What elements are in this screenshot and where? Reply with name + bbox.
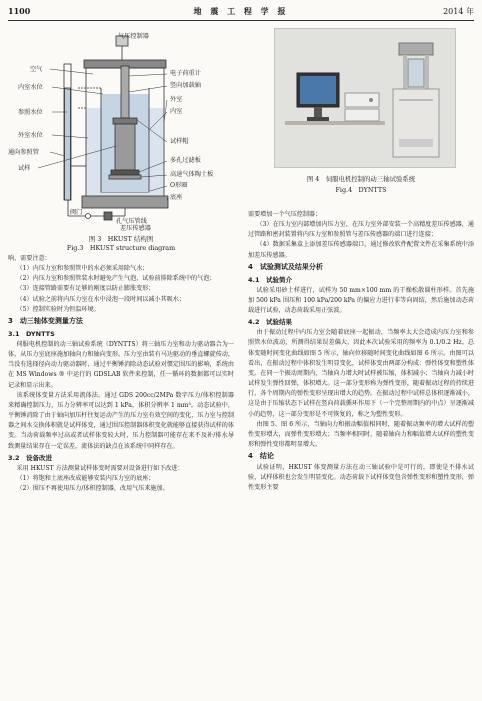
publication-year: 2014 年 [443, 7, 474, 16]
label-base: 底座 [170, 194, 183, 201]
paragraph: （3）在压力室内部增加内压力室，在压力室外部安装一个高精度差压传感器，通过管路和密封装置将内压力室和参照管与差压传感器的端口进行连接； [248, 221, 474, 239]
paragraph: （4）数据采集盒上添加差压传感器端口，通过修改软件配置文件在采集系统中添加差压传感器。 [248, 241, 474, 259]
figure-4 [248, 26, 474, 208]
label-vertical-loading-shaft: 竖向加载轴 [170, 82, 201, 89]
paragraph: （5）控制实验时为恒温环境。 [16, 305, 100, 313]
label-reference-water-level: 参照水位 [18, 109, 43, 116]
section-heading: 3 动三轴体变测量方法 [8, 316, 83, 325]
page-number: 1100 [8, 6, 31, 16]
paragraph: （2）围压不再使用压力/体积控制器，改用气压来施加。 [16, 484, 169, 492]
paragraph: 需要增加一个气压控制器； [248, 211, 322, 218]
paragraph: 伺服电机控制的动三轴试验系统（DYNTTS）将三轴压力室和动力驱动器合为一体，从压力室底座施加轴向力和轴向变形。压力室由装有马达驱动的垂直螺旋传动，当没有选择径向动力驱动器时，通过平衡锤消除动态试验对惯定围压的影响，系统由在 MS Windows ® 中运行的 GDSLAB 软件来控制，任一循环的数据都可以实时记录和显示出来。 [8, 340, 234, 389]
subsection-heading: 3.1 DYNTTS [8, 329, 55, 338]
header-rule [8, 20, 474, 21]
section-heading: 4 结论 [248, 452, 274, 461]
subsection-heading: 4.2 试验结果 [248, 318, 293, 327]
label-outer-water-level: 外室水位 [18, 132, 43, 139]
paragraph: （3）连接管路需要有足够的刚度以防止膨胀变形； [16, 285, 155, 293]
dyntts-photo [274, 28, 456, 168]
figure-4-caption-en: Fig.4 DYNTTS [335, 186, 387, 194]
paragraph: 响，需要注意： [8, 255, 51, 262]
subsection-heading: 4.1 试验简介 [248, 275, 293, 284]
label-pore-pressure-line: 孔气压管线 [116, 218, 147, 225]
paragraph: 由于振动过程中内压力室会随着底座一起振动，当频率太大会造成内压力室和参照管水位波动，所测得结果误差偏大，因此本次试验采用的频率为 0.1/0.2 Hz。总体变随时间变化曲线如图 5 所示，轴向位移随时间变化曲线如图 6 所示。由图可以看出，在振动过程中体积发生明显变化，试样体变由两部分构成：弹性体变和塑性体变。在同一个振动周期内，当轴向力增大时试样被压缩，体积减小；当轴向力减小时试样发生弹性回弹，体积增大。这一部分变形称为弹性变形，随着振动过程的持续进行，各个周期内的弹性变形呈现出增大的趋势。在振动过程中试样总体积逐渐减小，这是由于压缩状态下试样在竖向荷载循环作用下（一个完整周期内的中点）呈逐渐减小的趋势，这一部分变形是不可恢复的，称之为塑性变形。 [248, 329, 474, 418]
label-force-sensor: 电子荷重计 [170, 70, 201, 77]
section-heading: 4 试验测试及结果分析 [248, 262, 323, 271]
label-differential-pressure-sensor: 差压传感器 [120, 225, 151, 232]
figure-3 [8, 26, 234, 251]
figure-3-caption-en: Fig.3 HKUST structure diagram [66, 244, 176, 252]
label-porous-stone: 多孔过滤板 [170, 157, 201, 164]
running-header [8, 6, 474, 20]
paragraph: （2）内压力室和参照管装水时避免产生气泡，试验前排除系统中的气泡； [16, 275, 216, 283]
paragraph: （4）试验之前将内压力室在水中浸泡一段时间以减小其吸水； [16, 295, 185, 303]
label-inner-chamber: 内室 [170, 108, 183, 115]
label-air-controller: 气压控制器 [118, 33, 149, 40]
journal-title: 地 震 工 程 学 报 [193, 6, 289, 16]
paragraph: （1）将饱和土底座改成能够安装内压力室的底座； [16, 474, 155, 482]
figure-3-caption-cn: 图 3 HKUST 结构图 [88, 235, 154, 243]
label-specimen-cap: 试样帽 [170, 138, 189, 145]
label-inner-water-level: 内室水位 [18, 84, 43, 91]
subsection-heading: 3.2 设备改进 [8, 453, 53, 462]
paragraph: 该系统体变量方法采用流体法。通过 GDS 200cc/2MPa 数字压力/体积控制器来精确控制压力，压力分辨率可以达到 1 kPa，体积分辨率 1 mm³。动态试验中，平衡锤消除了由于轴向加压杆往复运动产生的压力室有效空间的变化，压力室与控制器之间水交换体积就是试样体变，通过围压控制器体积变化就能够直接获得试样的体变。当动荷载频率过高或者试样体变较大时，压力控制器可能存在来不及补/排水导致测量结果存在一定误差，流体法的缺点在该系统中同样存在。 [8, 391, 234, 450]
label-to-reference-tube: 通向参照管 [8, 149, 39, 156]
dyntts-photo-drawing [275, 29, 455, 167]
paragraph: 由图 5、图 6 所示，当轴向力和振动幅值相同时，随着振动频率的增大试样的塑性变形增大，而弹性变形增大；当频率相同时，随着轴向力和幅值增大试样的塑性变形和弹性变形都明显增大。 [248, 420, 474, 448]
paragraph: 试验证明，HKUST 体变测量方法在动三轴试验中是可行的，即使是不排水试验，试样体积也会发生明显变化。动态荷载下试样体变包含弹性变形和塑性变形，弹性变形主要 [248, 464, 474, 492]
figure-4-caption-cn: 图 4 伺服电机控制的动三轴试验系统 [306, 175, 416, 183]
paragraph: 采用 HKUST 方法测量试样体变时需要对设备进行如下改进： [16, 464, 184, 472]
paragraph: （1）内压力室和参照管中的水必须采用除气水； [16, 265, 149, 273]
label-specimen: 试样 [18, 165, 31, 172]
label-valve: 阀门 [70, 209, 83, 216]
label-air: 空气 [30, 66, 43, 73]
label-o-ring: O形圈 [170, 182, 188, 189]
label-pressure-disk: 高速气体陶土板 [170, 171, 214, 178]
left-column [8, 254, 234, 494]
paragraph: 试验采用砂土样进行，试样为 50 mm×100 mm 的干燥松散圆柱形样。首先施加 500 kPa 围压和 100 kPa/200 kPa 的偏应力进行非等向固结，然后施加动态荷载进行试验，动态荷载采用正弦波。 [248, 286, 474, 315]
right-column [248, 210, 474, 494]
hkust-diagram-drawing [8, 26, 234, 226]
label-outer-chamber: 外室 [170, 96, 183, 103]
